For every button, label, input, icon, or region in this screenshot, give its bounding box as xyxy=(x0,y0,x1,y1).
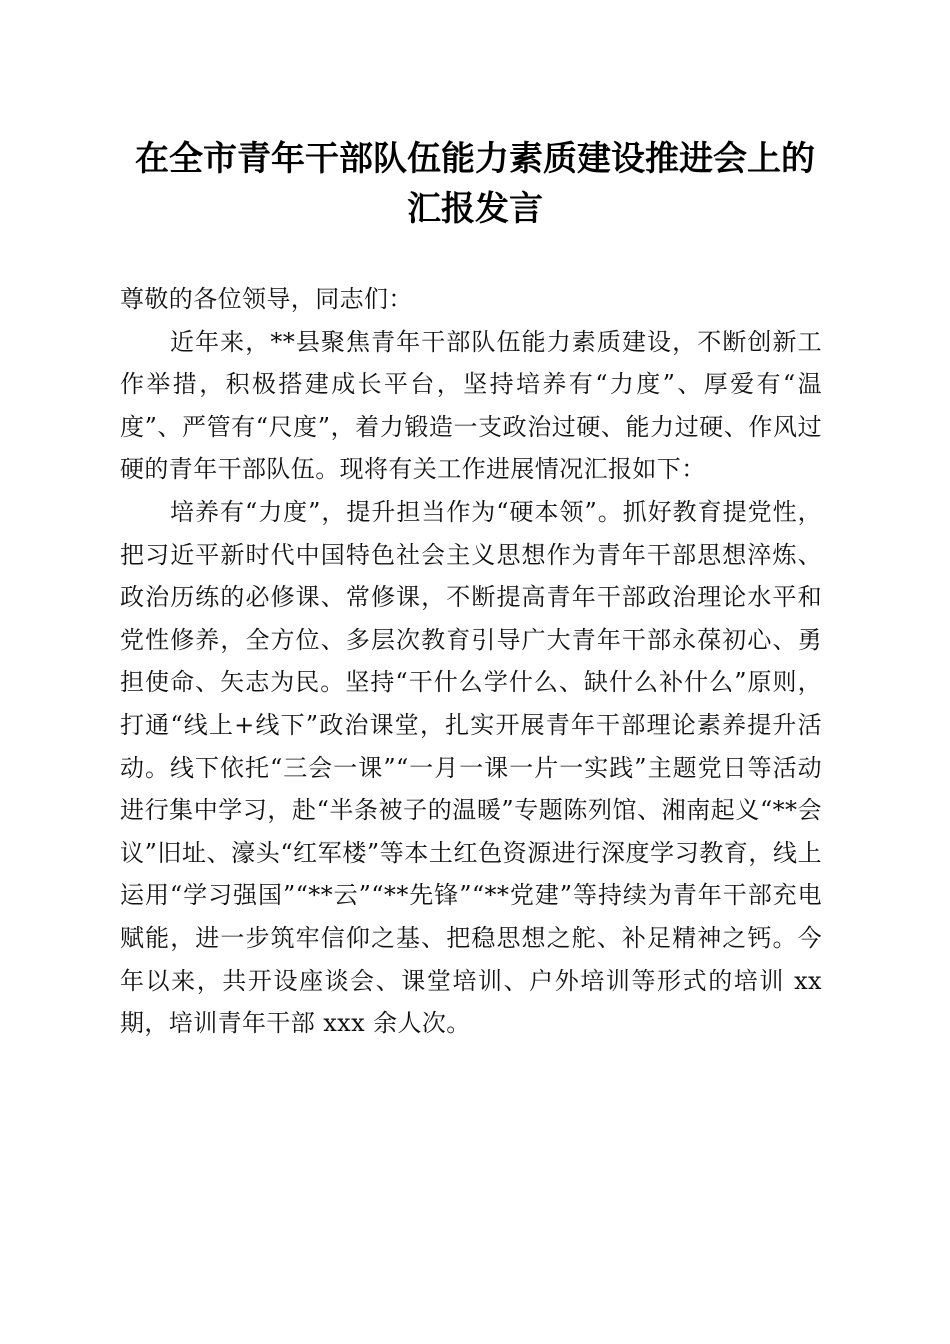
document-body xyxy=(120,278,822,1045)
title-line-1: 在全市青年干部队伍能力素质建设推进会上的 xyxy=(135,139,815,179)
document-title xyxy=(100,134,850,234)
paragraph-training: 培养有“力度”，提升担当作为“硬本领”。抓好教育提党性，把习近平新时代中国特色社会主义思想作为青年干部思想淬炼、政治历练的必修课、常修课，不断提高青年干部政治理论水平和党性修养，全方位、多层次教育引导广大青年干部永葆初心、勇担使命、矢志为民。坚持“干什么学什么、缺什么补什么”原则，打通“线上+线下”政治课堂，扎实开展青年干部理论素养提升活动。线下依托“三会一课”“一月一课一片一实践”主题党日等活动进行集中学习，赴“半条被子的温暖”专题陈列馆、湘南起义“**会议”旧址、濠头“红军楼”等本土红色资源进行深度学习教育，线上运用“学习强国”“**云”“**先锋”“**党建”等持续为青年干部充电赋能，进一步筑牢信仰之基、把稳思想之舵、补足精神之钙。今年以来，共开设座谈会、课堂培训、户外培训等形式的培训 xx 期，培训青年干部 xxx 余人次。 xyxy=(120,497,822,1038)
paragraph-intro: 近年来，**县聚焦青年干部队伍能力素质建设，不断创新工作举措，积极搭建成长平台，坚持培养有“力度”、厚爱有“温度”、严管有“尺度”，着力锻造一支政治过硬、能力过硬、作风过硬的青年干部队伍。现将有关工作进展情况汇报如下： xyxy=(120,327,822,484)
title-line-2: 汇报发言 xyxy=(407,189,543,229)
salutation: 尊敬的各位领导，同志们： xyxy=(120,285,413,313)
